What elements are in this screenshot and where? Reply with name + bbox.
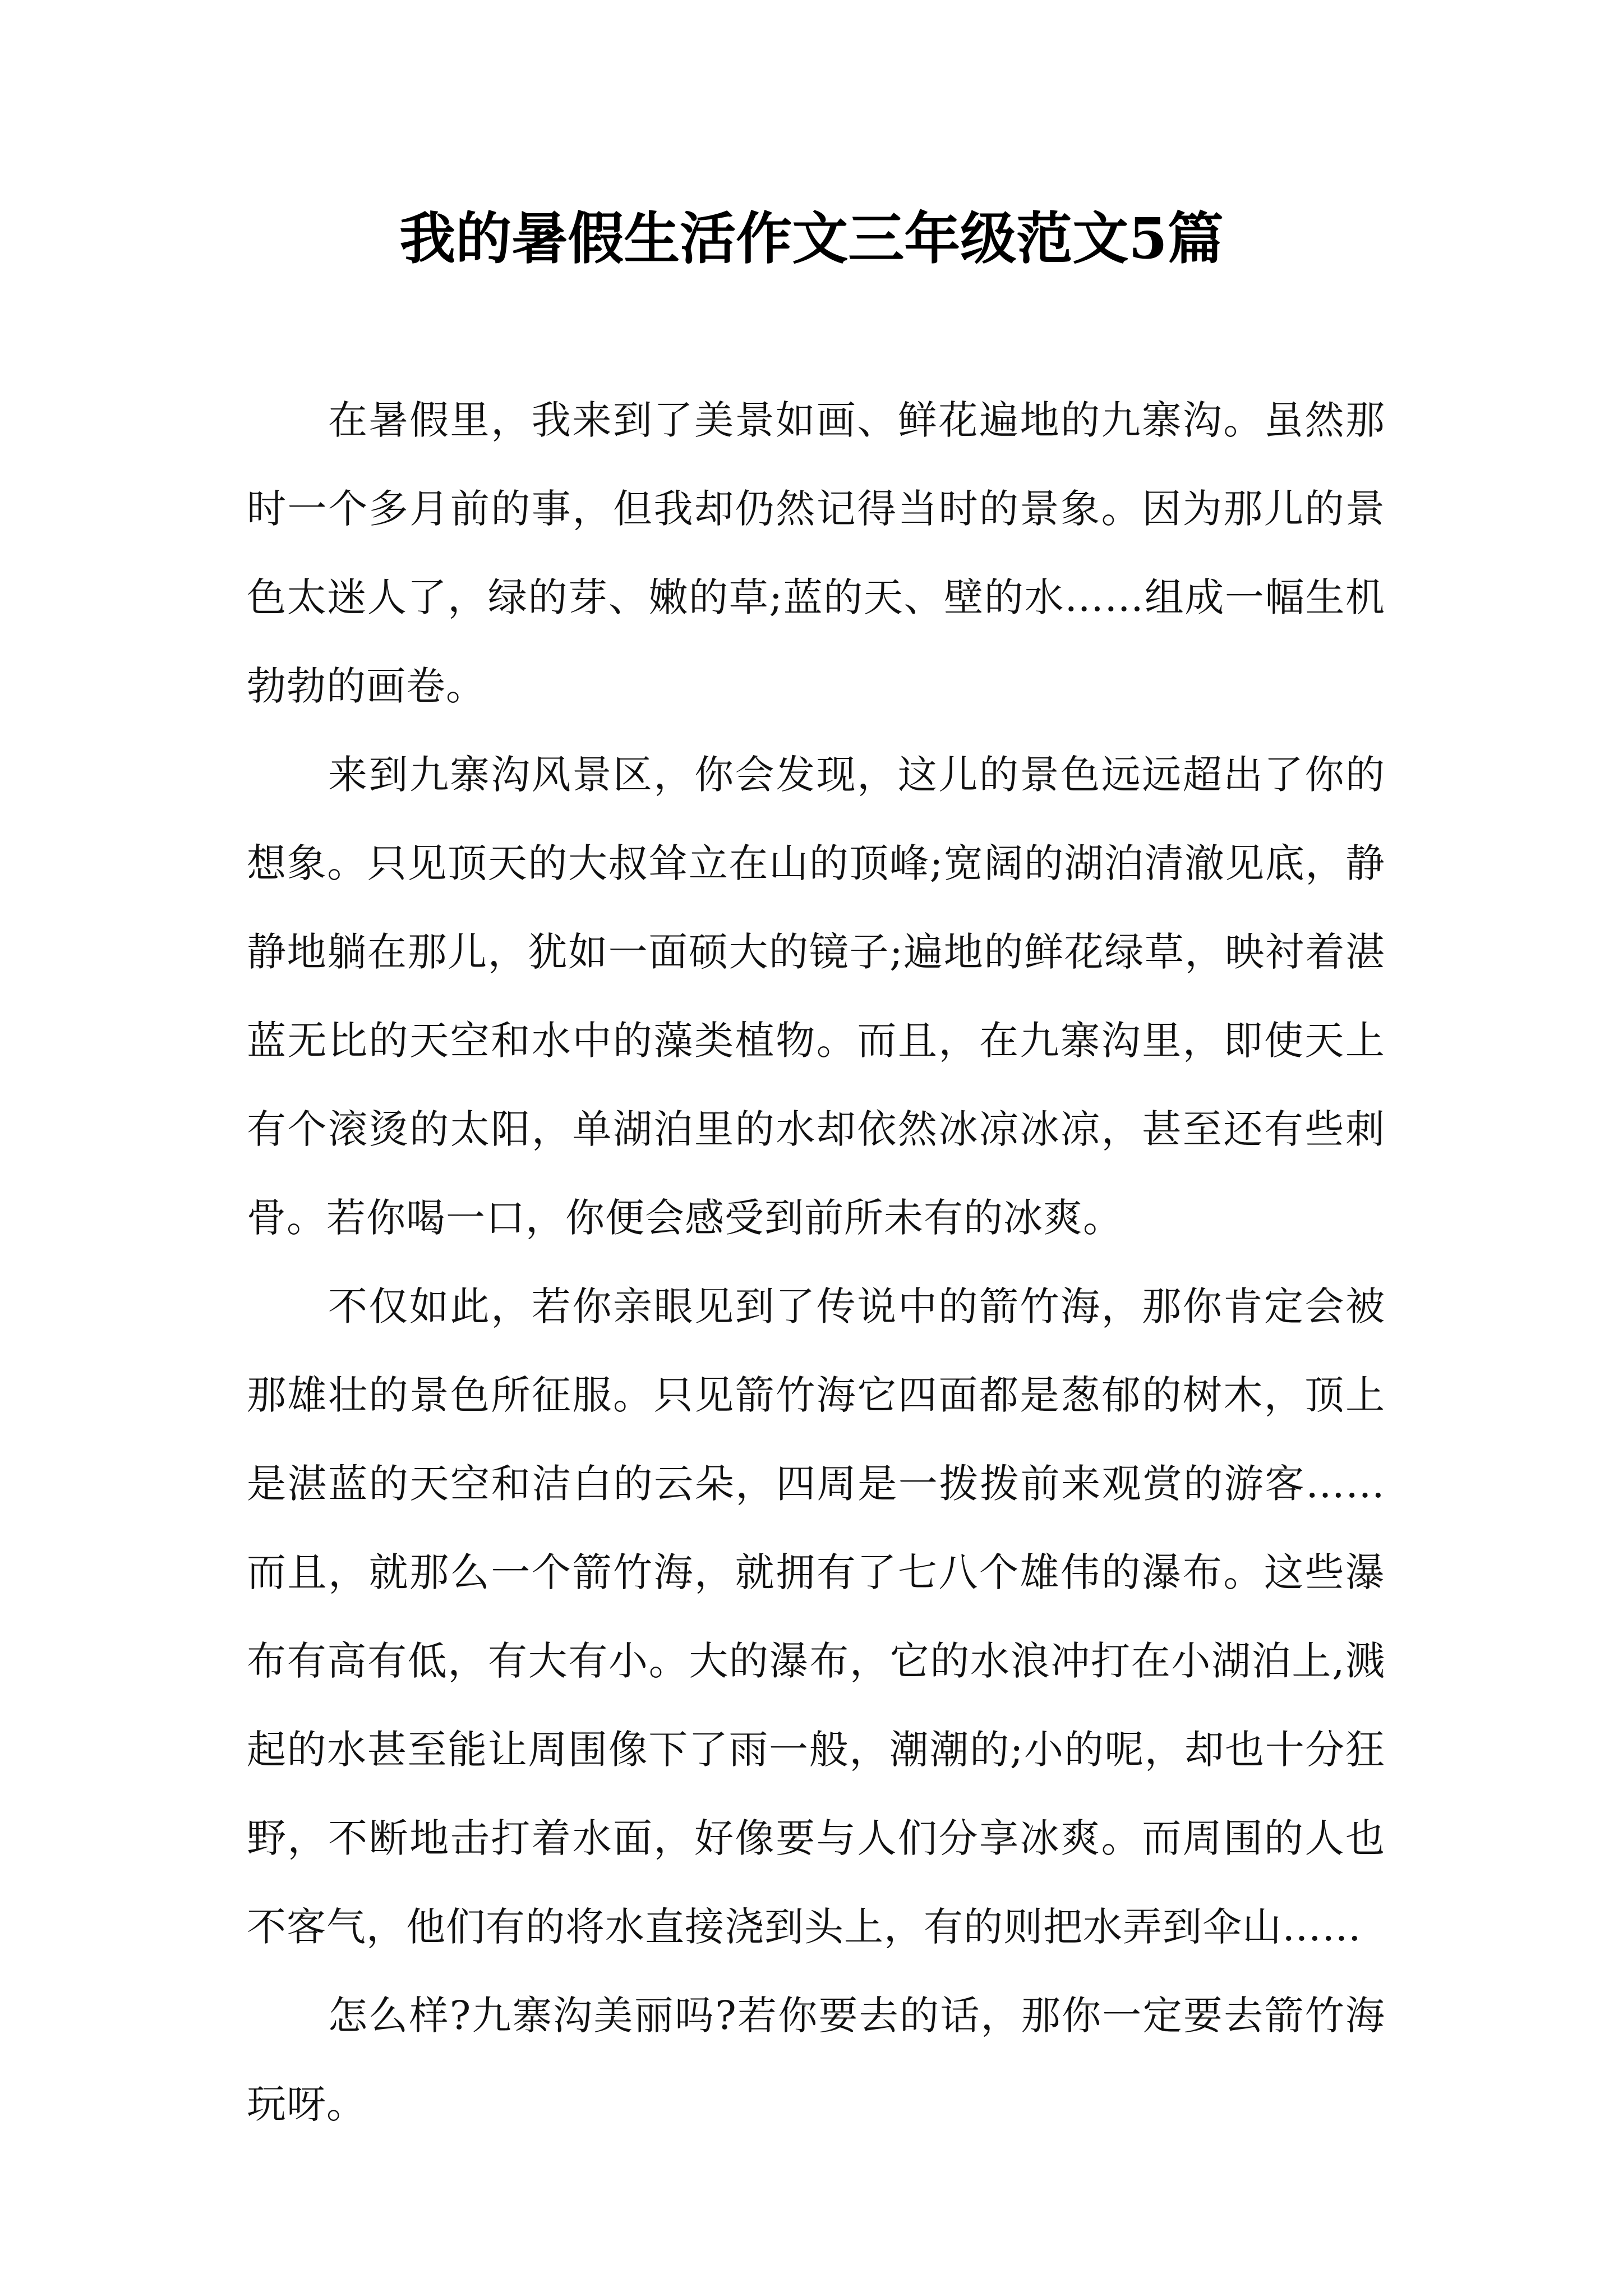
paragraph-3: 不仅如此，若你亲眼见到了传说中的箭竹海，那你肯定会被那雄壮的景色所征服。只见箭竹海它四面都是葱郁的树木，顶上是湛蓝的天空和洁白的云朵，四周是一拨拨前来观赏的游客……而且，就那么一个箭竹海，就拥有了七八个雄伟的瀑布。这些瀑布有高有低，有大有小。大的瀑布，它的水浪冲打在小湖泊上,溅起的水甚至能让周围像下了雨一般，潮潮的;小的呢，却也十分狂野，不断地击打着水面，好像要与人们分享冰爽。而周围的人也不客气，他们有的将水直接浇到头上，有的则把水弄到伞山…… [247, 1283, 1385, 1950]
paragraph-2: 来到九寨沟风景区，你会发现，这儿的景色远远超出了你的想象。只见顶天的大叔耸立在山的顶峰;宽阔的湖泊清澈见底，静静地躺在那儿，犹如一面硕大的镜子;遍地的鲜花绿草，映衬着湛蓝无比的天空和水中的藻类植物。而且，在九寨沟里，即使天上有个滚烫的太阳，单湖泊里的水却依然冰凉冰凉，甚至还有些刺骨。若你喝一口，你便会感受到前所未有的冰爽。 [247, 752, 1385, 1241]
document-title: 我的暑假生活作文三年级范文5篇 [399, 205, 1224, 272]
paragraph-4: 怎么样?九寨沟美丽吗?若你要去的话，那你一定要去箭竹海玩呀。 [247, 1993, 1385, 2127]
document-body [247, 376, 1385, 2148]
paragraph-1: 在暑假里，我来到了美景如画、鲜花遍地的九寨沟。虽然那时一个多月前的事，但我却仍然记得当时的景象。因为那儿的景色太迷人了，绿的芽、嫩的草;蓝的天、壁的水……组成一幅生机勃勃的画卷。 [247, 397, 1385, 709]
